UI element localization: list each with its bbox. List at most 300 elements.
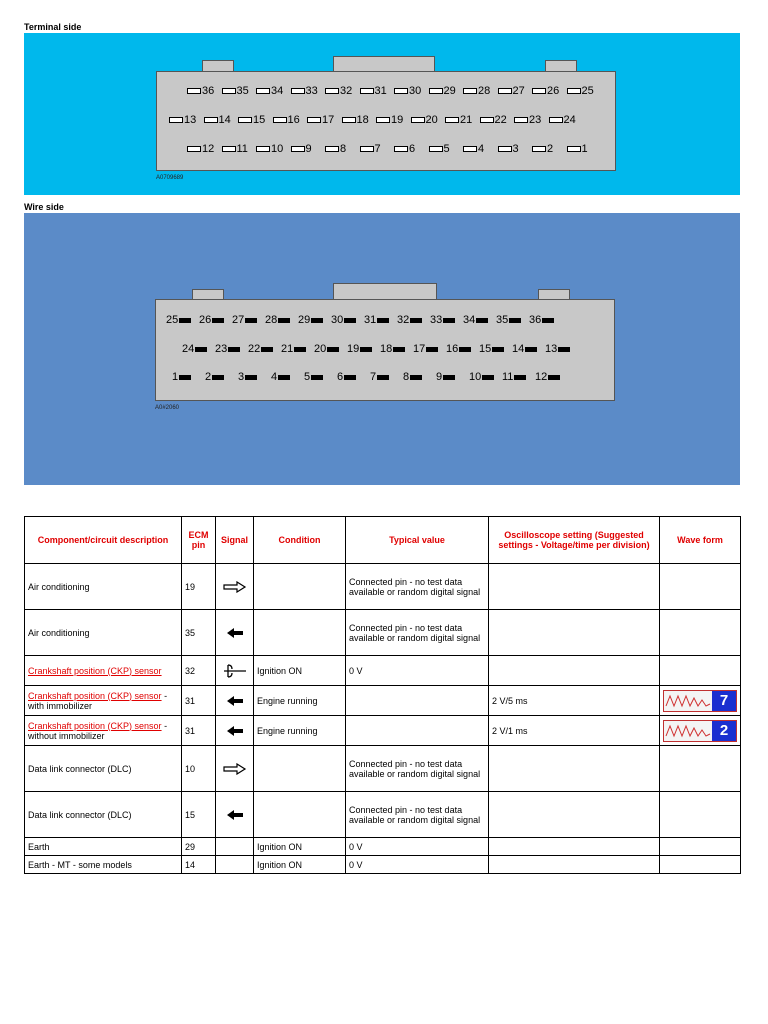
pin-number: 10 xyxy=(469,371,482,383)
pin-number: 33 xyxy=(430,314,443,326)
ground-icon xyxy=(219,663,250,679)
cell-oscilloscope xyxy=(489,656,660,686)
pin-number: 7 xyxy=(370,371,377,383)
pin-number: 35 xyxy=(496,314,509,326)
pin-number: 8 xyxy=(403,371,410,383)
connector-pin xyxy=(430,314,463,326)
cell-ecm-pin: 32 xyxy=(182,656,216,686)
cell-wave-form xyxy=(660,838,741,856)
cell-oscilloscope xyxy=(489,838,660,856)
cell-typical-value: Connected pin - no test data available or random digital signal xyxy=(346,610,489,656)
connector-pin xyxy=(360,143,395,155)
pin-slot-icon xyxy=(548,375,560,380)
connector-pin xyxy=(265,314,298,326)
connector-pin xyxy=(376,114,411,126)
cell-ecm-pin: 10 xyxy=(182,746,216,792)
cell-component: Earth - MT - some models xyxy=(25,856,182,874)
wire-diagram-code: A0#2060 xyxy=(155,405,180,411)
connector-pin xyxy=(364,314,397,326)
pin-slot-icon xyxy=(514,117,528,123)
connector-pin xyxy=(347,343,380,355)
pin-slot-icon xyxy=(394,88,408,94)
pin-number: 16 xyxy=(446,343,459,355)
connector-pin xyxy=(360,85,395,97)
pin-slot-icon xyxy=(256,146,270,152)
cell-component: Data link connector (DLC) xyxy=(25,792,182,838)
pin-number: 25 xyxy=(166,314,179,326)
cell-typical-value: 0 V xyxy=(346,656,489,686)
connector-pin xyxy=(545,343,578,355)
pin-number: 20 xyxy=(425,114,438,126)
pin-slot-icon xyxy=(482,375,494,380)
connector-pin xyxy=(222,85,257,97)
terminal-side-label: Terminal side xyxy=(24,22,82,32)
connector-pin xyxy=(172,371,205,383)
cell-typical-value xyxy=(346,686,489,716)
header-component: Component/circuit description xyxy=(25,517,182,564)
cell-condition: Ignition ON xyxy=(254,656,346,686)
header-ecm-pin: ECM pin xyxy=(182,517,216,564)
connector-pin xyxy=(535,371,568,383)
connector-pin xyxy=(502,371,535,383)
connector-pin xyxy=(469,371,502,383)
wire-pin-row-middle xyxy=(182,343,578,355)
pin-slot-icon xyxy=(311,375,323,380)
connector-pin xyxy=(238,371,271,383)
connector-pin xyxy=(403,371,436,383)
cell-signal xyxy=(216,656,254,686)
cell-wave-form xyxy=(660,792,741,838)
connector-pin xyxy=(394,143,429,155)
connector-pin xyxy=(380,343,413,355)
pin-slot-icon xyxy=(558,347,570,352)
pin-number: 17 xyxy=(322,114,335,126)
pin-slot-icon xyxy=(273,117,287,123)
waveform-thumbnail-button[interactable] xyxy=(663,720,737,742)
pin-slot-icon xyxy=(344,318,356,323)
pin-number: 4 xyxy=(478,143,485,155)
cell-component: Air conditioning xyxy=(25,564,182,610)
pin-number: 28 xyxy=(265,314,278,326)
table-row xyxy=(25,856,741,874)
cell-condition xyxy=(254,746,346,792)
pin-number: 2 xyxy=(547,143,554,155)
terminal-diagram-code: A0709689 xyxy=(156,175,184,181)
pin-slot-icon xyxy=(179,318,191,323)
connector-pin xyxy=(463,143,498,155)
connector-pin xyxy=(232,314,265,326)
pin-number: 6 xyxy=(337,371,344,383)
pin-number: 3 xyxy=(512,143,519,155)
connector-pin xyxy=(532,85,567,97)
pin-slot-icon xyxy=(212,375,224,380)
pin-slot-icon xyxy=(498,146,512,152)
pin-slot-icon xyxy=(228,347,240,352)
connector-pin xyxy=(370,371,403,383)
pin-number: 35 xyxy=(236,85,249,97)
pin-number: 9 xyxy=(436,371,443,383)
table-row xyxy=(25,564,741,610)
pin-number: 19 xyxy=(347,343,360,355)
pin-slot-icon xyxy=(480,117,494,123)
pin-slot-icon xyxy=(245,318,257,323)
pin-slot-icon xyxy=(187,146,201,152)
pin-slot-icon xyxy=(325,146,339,152)
cell-condition xyxy=(254,564,346,610)
pin-number: 3 xyxy=(238,371,245,383)
pin-slot-icon xyxy=(327,347,339,352)
cell-oscilloscope xyxy=(489,792,660,838)
pin-number: 26 xyxy=(547,85,560,97)
pin-number: 13 xyxy=(545,343,558,355)
pin-number: 19 xyxy=(391,114,404,126)
pin-number: 33 xyxy=(305,85,318,97)
header-condition: Condition xyxy=(254,517,346,564)
pin-slot-icon xyxy=(261,347,273,352)
cell-oscilloscope: 2 V/1 ms xyxy=(489,716,660,746)
pin-slot-icon xyxy=(509,318,521,323)
terminal-pin-row-bottom xyxy=(187,143,601,155)
pin-slot-icon xyxy=(342,117,356,123)
component-link[interactable]: Crankshaft position (CKP) sensor xyxy=(28,720,162,731)
cell-ecm-pin: 31 xyxy=(182,686,216,716)
connector-pin xyxy=(291,85,326,97)
connector-pin xyxy=(463,314,496,326)
pin-number: 22 xyxy=(494,114,507,126)
connector-pin xyxy=(342,114,377,126)
cell-typical-value: Connected pin - no test data available or random digital signal xyxy=(346,746,489,792)
connector-pin xyxy=(498,85,533,97)
cell-typical-value: 0 V xyxy=(346,856,489,874)
pin-slot-icon xyxy=(222,88,236,94)
connector-pin xyxy=(397,314,430,326)
connector-pin xyxy=(199,314,232,326)
cell-typical-value: Connected pin - no test data available or random digital signal xyxy=(346,792,489,838)
pin-number: 13 xyxy=(184,114,197,126)
pin-number: 36 xyxy=(529,314,542,326)
component-link[interactable]: Crankshaft position (CKP) sensor xyxy=(28,665,162,676)
pin-number: 10 xyxy=(271,143,284,155)
cell-typical-value xyxy=(346,716,489,746)
connector-pin xyxy=(429,143,464,155)
cell-wave-form xyxy=(660,746,741,792)
pin-number: 27 xyxy=(232,314,245,326)
cell-condition: Engine running xyxy=(254,686,346,716)
connector-pin xyxy=(549,114,584,126)
pin-number: 32 xyxy=(340,85,353,97)
cell-wave-form xyxy=(660,564,741,610)
pin-number: 18 xyxy=(380,343,393,355)
terminal-side-connector xyxy=(156,71,616,171)
input-arrow-icon xyxy=(219,695,250,707)
cell-oscilloscope xyxy=(489,856,660,874)
connector-pin xyxy=(222,143,257,155)
header-wave-form: Wave form xyxy=(660,517,741,564)
pin-number: 22 xyxy=(248,343,261,355)
pin-slot-icon xyxy=(212,318,224,323)
pin-number: 15 xyxy=(479,343,492,355)
table-row xyxy=(25,610,741,656)
connector-pin xyxy=(567,143,602,155)
pin-number: 11 xyxy=(502,371,514,383)
connector-pin xyxy=(463,85,498,97)
connector-pin xyxy=(529,314,562,326)
waveform-number: 2 xyxy=(712,721,736,741)
cell-condition xyxy=(254,792,346,838)
pin-slot-icon xyxy=(204,117,218,123)
connector-pin xyxy=(273,114,308,126)
pin-slot-icon xyxy=(532,88,546,94)
pin-number: 4 xyxy=(271,371,278,383)
pin-number: 11 xyxy=(236,143,248,155)
table-row xyxy=(25,716,741,746)
pin-slot-icon xyxy=(549,117,563,123)
pin-number: 1 xyxy=(172,371,179,383)
pin-slot-icon xyxy=(245,375,257,380)
connector-pin xyxy=(271,371,304,383)
pin-number: 31 xyxy=(374,85,387,97)
pin-number: 18 xyxy=(356,114,369,126)
cell-condition: Engine running xyxy=(254,716,346,746)
pin-slot-icon xyxy=(222,146,236,152)
pin-slot-icon xyxy=(410,375,422,380)
input-arrow-icon xyxy=(219,627,250,639)
pin-number: 29 xyxy=(443,85,456,97)
pin-slot-icon xyxy=(169,117,183,123)
cell-typical-value: Connected pin - no test data available or random digital signal xyxy=(346,564,489,610)
pin-slot-icon xyxy=(238,117,252,123)
pin-slot-icon xyxy=(498,88,512,94)
connector-pin xyxy=(204,114,239,126)
table-header-row xyxy=(25,517,741,564)
cell-wave-form xyxy=(660,656,741,686)
cell-component: Air conditioning xyxy=(25,610,182,656)
pin-number: 17 xyxy=(413,343,426,355)
pin-number: 24 xyxy=(182,343,195,355)
cell-component xyxy=(25,656,182,686)
pin-slot-icon xyxy=(443,318,455,323)
pin-slot-icon xyxy=(291,146,305,152)
cell-signal xyxy=(216,610,254,656)
header-oscilloscope: Oscilloscope setting (Suggested settings - Voltage/time per division) xyxy=(489,517,660,564)
pin-number: 23 xyxy=(529,114,542,126)
connector-pin xyxy=(498,143,533,155)
pin-number: 31 xyxy=(364,314,377,326)
pin-number: 24 xyxy=(563,114,576,126)
pin-number: 25 xyxy=(581,85,594,97)
connector-pin xyxy=(314,343,347,355)
waveform-thumbnail-button[interactable] xyxy=(663,690,737,712)
cell-condition xyxy=(254,610,346,656)
pin-slot-icon xyxy=(443,375,455,380)
cell-signal xyxy=(216,792,254,838)
pin-slot-icon xyxy=(311,318,323,323)
pin-number: 12 xyxy=(535,371,548,383)
pin-slot-icon xyxy=(187,88,201,94)
pin-number: 1 xyxy=(581,143,588,155)
pin-slot-icon xyxy=(429,146,443,152)
header-typical-value: Typical value xyxy=(346,517,489,564)
cell-wave-form xyxy=(660,856,741,874)
cell-ecm-pin: 35 xyxy=(182,610,216,656)
pin-slot-icon xyxy=(445,117,459,123)
connector-pin xyxy=(445,114,480,126)
pin-number: 9 xyxy=(305,143,312,155)
waveform-icon xyxy=(664,722,712,740)
output-arrow-icon xyxy=(219,763,250,775)
connector-pin xyxy=(436,371,469,383)
pin-number: 36 xyxy=(202,85,215,97)
pin-slot-icon xyxy=(514,375,526,380)
terminal-pin-row-middle xyxy=(169,114,583,126)
pin-slot-icon xyxy=(429,88,443,94)
connector-pin xyxy=(429,85,464,97)
connector-pin xyxy=(479,343,512,355)
pin-slot-icon xyxy=(291,88,305,94)
connector-pin xyxy=(298,314,331,326)
connector-pin xyxy=(238,114,273,126)
cell-wave-form xyxy=(660,686,741,716)
pin-number: 6 xyxy=(409,143,416,155)
pin-slot-icon xyxy=(492,347,504,352)
table-row xyxy=(25,746,741,792)
pin-number: 2 xyxy=(205,371,212,383)
pin-number: 20 xyxy=(314,343,327,355)
pin-slot-icon xyxy=(278,318,290,323)
table-row xyxy=(25,686,741,716)
connector-pin xyxy=(307,114,342,126)
terminal-side-panel xyxy=(24,33,740,195)
pin-slot-icon xyxy=(344,375,356,380)
connector-pin xyxy=(215,343,248,355)
pin-slot-icon xyxy=(542,318,554,323)
connector-pin xyxy=(532,143,567,155)
connector-pin xyxy=(512,343,545,355)
ecm-pin-table xyxy=(24,516,741,874)
pin-slot-icon xyxy=(393,347,405,352)
cell-signal xyxy=(216,856,254,874)
pin-slot-icon xyxy=(426,347,438,352)
cell-oscilloscope xyxy=(489,610,660,656)
pin-slot-icon xyxy=(532,146,546,152)
cell-wave-form xyxy=(660,716,741,746)
pin-slot-icon xyxy=(377,375,389,380)
pin-slot-icon xyxy=(476,318,488,323)
connector-pin xyxy=(411,114,446,126)
connector-pin xyxy=(256,143,291,155)
cell-signal xyxy=(216,564,254,610)
pin-number: 34 xyxy=(463,314,476,326)
wire-side-panel xyxy=(24,213,740,485)
pin-slot-icon xyxy=(376,117,390,123)
pin-slot-icon xyxy=(394,146,408,152)
pin-slot-icon xyxy=(411,117,425,123)
input-arrow-icon xyxy=(219,809,250,821)
cell-signal xyxy=(216,838,254,856)
pin-slot-icon xyxy=(360,146,374,152)
table-row xyxy=(25,792,741,838)
cell-oscilloscope xyxy=(489,746,660,792)
cell-ecm-pin: 31 xyxy=(182,716,216,746)
pin-number: 34 xyxy=(271,85,284,97)
pin-slot-icon xyxy=(256,88,270,94)
terminal-pin-row-top xyxy=(187,85,601,97)
pin-number: 14 xyxy=(512,343,525,355)
connector-pin xyxy=(281,343,314,355)
pin-slot-icon xyxy=(179,375,191,380)
cell-oscilloscope: 2 V/5 ms xyxy=(489,686,660,716)
cell-component: Data link connector (DLC) xyxy=(25,746,182,792)
connector-pin xyxy=(256,85,291,97)
component-suffix: - with immobilizer xyxy=(28,690,168,711)
connector-pin xyxy=(325,143,360,155)
pin-number: 15 xyxy=(253,114,266,126)
connector-pin xyxy=(496,314,529,326)
pin-number: 21 xyxy=(460,114,473,126)
component-link[interactable]: Crankshaft position (CKP) sensor xyxy=(28,690,162,701)
pin-slot-icon xyxy=(278,375,290,380)
cell-signal xyxy=(216,746,254,792)
component-suffix: - without immobilizer xyxy=(28,720,168,741)
cell-condition: Ignition ON xyxy=(254,856,346,874)
pin-number: 27 xyxy=(512,85,525,97)
waveform-icon xyxy=(664,692,712,710)
connector-pin xyxy=(304,371,337,383)
cell-condition: Ignition ON xyxy=(254,838,346,856)
connector-pin xyxy=(394,85,429,97)
connector-pin xyxy=(166,314,199,326)
connector-pin xyxy=(325,85,360,97)
connector-pin xyxy=(205,371,238,383)
connector-pin xyxy=(169,114,204,126)
pin-number: 32 xyxy=(397,314,410,326)
pin-slot-icon xyxy=(307,117,321,123)
pin-number: 14 xyxy=(218,114,231,126)
input-arrow-icon xyxy=(219,725,250,737)
pin-number: 16 xyxy=(287,114,300,126)
pin-number: 21 xyxy=(281,343,294,355)
pin-number: 7 xyxy=(374,143,381,155)
pin-number: 23 xyxy=(215,343,228,355)
cell-ecm-pin: 15 xyxy=(182,792,216,838)
connector-pin xyxy=(446,343,479,355)
cell-typical-value: 0 V xyxy=(346,838,489,856)
connector-pin xyxy=(337,371,370,383)
cell-oscilloscope xyxy=(489,564,660,610)
pin-slot-icon xyxy=(294,347,306,352)
cell-ecm-pin: 14 xyxy=(182,856,216,874)
connector-pin xyxy=(291,143,326,155)
pin-slot-icon xyxy=(459,347,471,352)
cell-signal xyxy=(216,716,254,746)
connector-pin xyxy=(187,85,222,97)
pin-number: 30 xyxy=(409,85,422,97)
connector-pin xyxy=(248,343,281,355)
pin-slot-icon xyxy=(325,88,339,94)
pin-number: 30 xyxy=(331,314,344,326)
wire-pin-row-top xyxy=(166,314,562,326)
cell-signal xyxy=(216,686,254,716)
output-arrow-icon xyxy=(219,581,250,593)
pin-number: 26 xyxy=(199,314,212,326)
connector-pin xyxy=(187,143,222,155)
pin-slot-icon xyxy=(567,146,581,152)
cell-component xyxy=(25,716,182,746)
connector-pin xyxy=(480,114,515,126)
cell-component xyxy=(25,686,182,716)
pin-slot-icon xyxy=(377,318,389,323)
pin-number: 28 xyxy=(478,85,491,97)
